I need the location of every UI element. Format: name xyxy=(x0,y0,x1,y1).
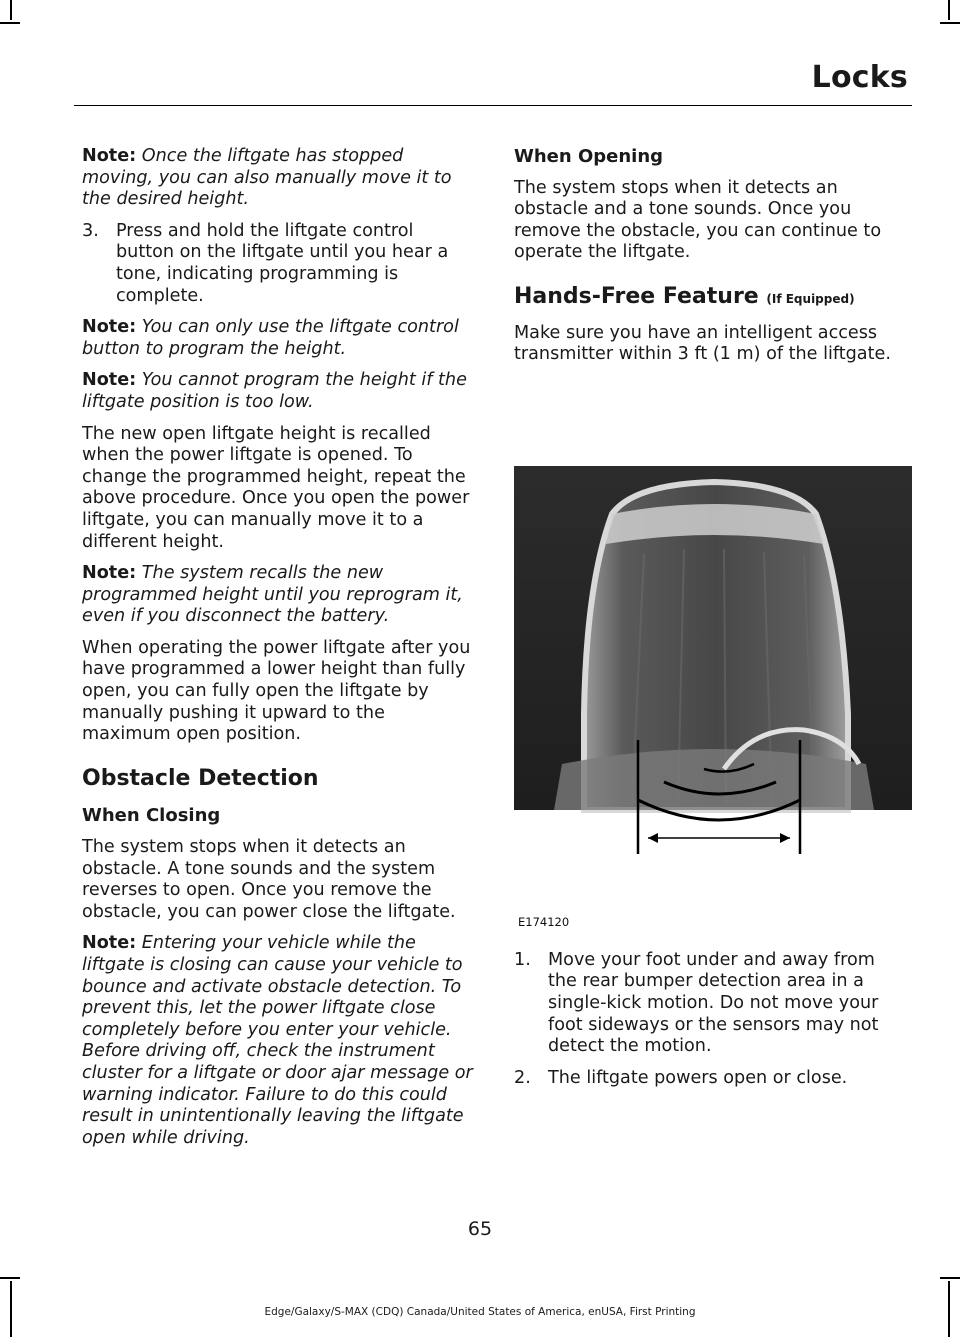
crop-mark xyxy=(10,0,12,20)
header-rule xyxy=(74,105,912,106)
heading-when-opening: When Opening xyxy=(514,146,664,167)
rear-bumper xyxy=(554,749,874,810)
note-1: Note: Once the liftgate has stopped moving, you can also manually move it to the desired height. xyxy=(82,146,452,210)
heading-hands-free: Hands-Free Feature (If Equipped) xyxy=(514,283,855,309)
note-4: Note: The system recalls the new programmed height until you reprogram it, even if you disconnect the battery. xyxy=(82,563,463,627)
list-item-step-3: 3. Press and hold the liftgate control button on the liftgate until you hear a tone, indicating programming is complete. xyxy=(82,220,449,306)
figure-code: E174120 xyxy=(518,915,570,930)
hands-free-figure xyxy=(514,464,912,934)
arrow-head-left xyxy=(648,833,658,843)
page-number: 65 xyxy=(467,1218,493,1240)
paragraph-lower-height: When operating the power liftgate after you have programmed a lower height than fully open, you can fully open the liftgate by manually pushing it upward to the maximum open position. xyxy=(82,637,471,745)
crop-mark xyxy=(948,0,950,20)
footer-text: Edge/Galaxy/S-MAX (CDQ) Canada/United States of America, enUSA, First Printing xyxy=(264,1306,696,1318)
paragraph-recall: The new open liftgate height is recalled when the power liftgate is opened. To change the programmed height, repeat the above procedure. Once you open the power liftgate, you can manually move it to a different height. xyxy=(82,423,470,552)
crop-mark xyxy=(0,22,20,24)
crop-mark xyxy=(940,22,960,24)
crop-mark xyxy=(940,1277,960,1279)
page-title: Locks xyxy=(811,60,908,95)
right-column xyxy=(514,146,906,1099)
note-3: Note: You cannot program the height if the liftgate position is too low. xyxy=(82,370,467,412)
left-column xyxy=(82,146,474,1159)
rear-bumper-illustration xyxy=(514,464,912,934)
paragraph-opening: The system stops when it detects an obstacle and a tone sounds. Once you remove the obstacle, you can continue to operate the liftgate. xyxy=(514,177,882,263)
arrow-head-right xyxy=(780,833,790,843)
crop-mark xyxy=(0,1277,20,1279)
paragraph-transmitter: Make sure you have an intelligent access transmitter within 3 ft (1 m) of the liftgate. xyxy=(514,322,891,365)
note-5: Note: Entering your vehicle while the liftgate is closing can cause your vehicle to bounce and activate obstacle detection. To prevent this, let the power liftgate close completely before you enter your vehicle. Before driving off, check the instrument cluster for a liftgate or door ajar message or warning indicator. Failure to do this could result in unintentionally leaving the liftgate open while driving. xyxy=(82,933,473,1148)
list-item-step-1: 1. Move your foot under and away from the rear bumper detection area in a single-kick motion. Do not move your foot sideways or the sensors may not detect the motion. xyxy=(514,949,879,1057)
paragraph-closing: The system stops when it detects an obstacle. A tone sounds and the system reverses to open. Once you remove the obstacle, you can power close the liftgate. xyxy=(82,837,456,922)
heading-obstacle-detection: Obstacle Detection xyxy=(82,765,319,791)
list-item-step-2: 2. The liftgate powers open or close. xyxy=(514,1067,848,1088)
heading-when-closing: When Closing xyxy=(82,805,221,827)
note-2: Note: You can only use the liftgate control button to program the height. xyxy=(82,317,459,359)
